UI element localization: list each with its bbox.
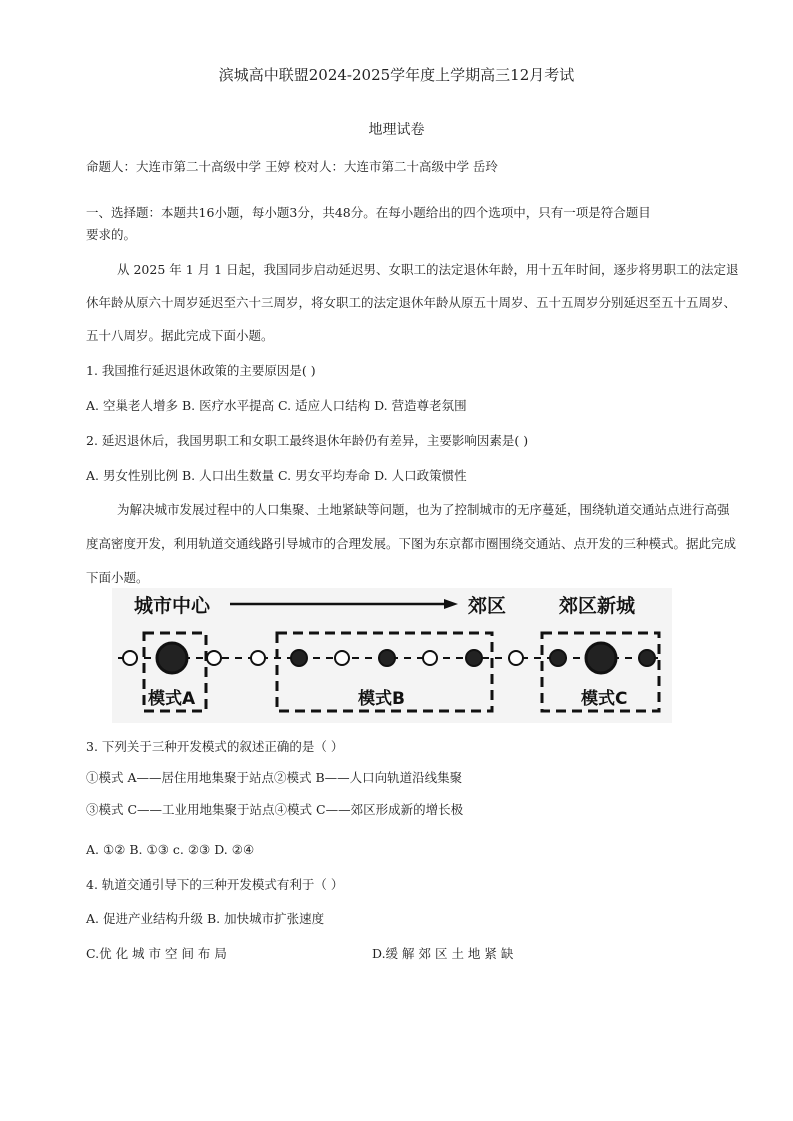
section-instruction-line1: 一、选择题：本题共16小题，每小题3分，共48分。在每小题给出的四个选项中，只有一项是符合题目 (86, 205, 651, 220)
q3-stem: 3. 下列关于三种开发模式的叙述正确的是（ ） (86, 739, 344, 754)
station-major (157, 643, 187, 673)
passage2-line1: 为解决城市发展过程中的人口集聚、土地紧缺等问题，也为了控制城市的无序蔓延，围绕轨道交通站点进行高强 (117, 502, 730, 517)
q3-options: A. ①② B. ①③ c. ②③ D. ②④ (86, 842, 255, 857)
authors-line: 命题人：大连市第二十高级中学 王婷 校对人：大连市第二十高级中学 岳玲 (86, 159, 498, 174)
station-filled (466, 650, 482, 666)
station-open (509, 651, 523, 665)
station-filled (291, 650, 307, 666)
q1-stem: 1. 我国推行延迟退休政策的主要原因是( ) (86, 363, 316, 378)
station-major (586, 643, 616, 673)
station-open (423, 651, 437, 665)
section-instruction-line2: 要求的。 (86, 227, 137, 242)
label-suburb: 郊区 (468, 595, 507, 617)
station-open (251, 651, 265, 665)
q1-options: A. 空巢老人增多 B. 医疗水平提高 C. 适应人口结构 D. 营造尊老氛围 (86, 398, 467, 413)
q4-option-d: D.缓 解 郊 区 土 地 紧 缺 (372, 946, 514, 961)
q3-statements-line1: ①模式 A——居住用地集聚于站点②模式 B——人口向轨道沿线集聚 (86, 770, 463, 785)
subject-title: 地理试卷 (368, 122, 425, 138)
station-filled (639, 650, 655, 666)
mode-a-label: 模式A (148, 689, 196, 709)
passage2-line2: 度高密度开发，利用轨道交通线路引导城市的合理发展。下图为东京都市圈围绕交通站、点开发的三种模式。据此完成 (86, 536, 737, 551)
station-open (207, 651, 221, 665)
passage2-line3: 下面小题。 (86, 570, 149, 585)
q4-stem: 4. 轨道交通引导下的三种开发模式有利于（ ） (86, 877, 344, 892)
q4-option-c: C.优 化 城 市 空 间 布 局 (86, 946, 227, 961)
label-new-town: 郊区新城 (559, 595, 636, 617)
q3-statements-line2: ③模式 C——工业用地集聚于站点④模式 C——郊区形成新的增长极 (86, 802, 464, 817)
station-open (335, 651, 349, 665)
mode-c-label: 模式C (581, 689, 628, 709)
station-filled (550, 650, 566, 666)
exam-title: 滨城高中联盟2024-2025学年度上学期高三12月考试 (218, 66, 575, 84)
mode-b-label: 模式B (358, 689, 405, 709)
station-filled (379, 650, 395, 666)
station-open (123, 651, 137, 665)
q2-stem: 2. 延迟退休后，我国男职工和女职工最终退休年龄仍有差异，主要影响因素是( ) (86, 433, 529, 448)
passage1-line2: 休年龄从原六十周岁延迟至六十三周岁，将女职工的法定退休年龄从原五十周岁、五十五周岁分别延迟至五十五周岁、 (86, 295, 737, 310)
passage1-line1: 从 2025 年 1 月 1 日起，我国同步启动延迟男、女职工的法定退休年龄，用十五年时间，逐步将男职工的法定退 (117, 262, 739, 277)
q2-options: A. 男女性别比例 B. 人口出生数量 C. 男女平均寿命 D. 人口政策惯性 (86, 468, 467, 483)
label-city-center: 城市中心 (134, 595, 211, 617)
passage1-line3: 五十八周岁。据此完成下面小题。 (86, 328, 274, 343)
q4-options-ab: A. 促进产业结构升级 B. 加快城市扩张速度 (86, 911, 325, 926)
development-modes-diagram (112, 588, 672, 723)
